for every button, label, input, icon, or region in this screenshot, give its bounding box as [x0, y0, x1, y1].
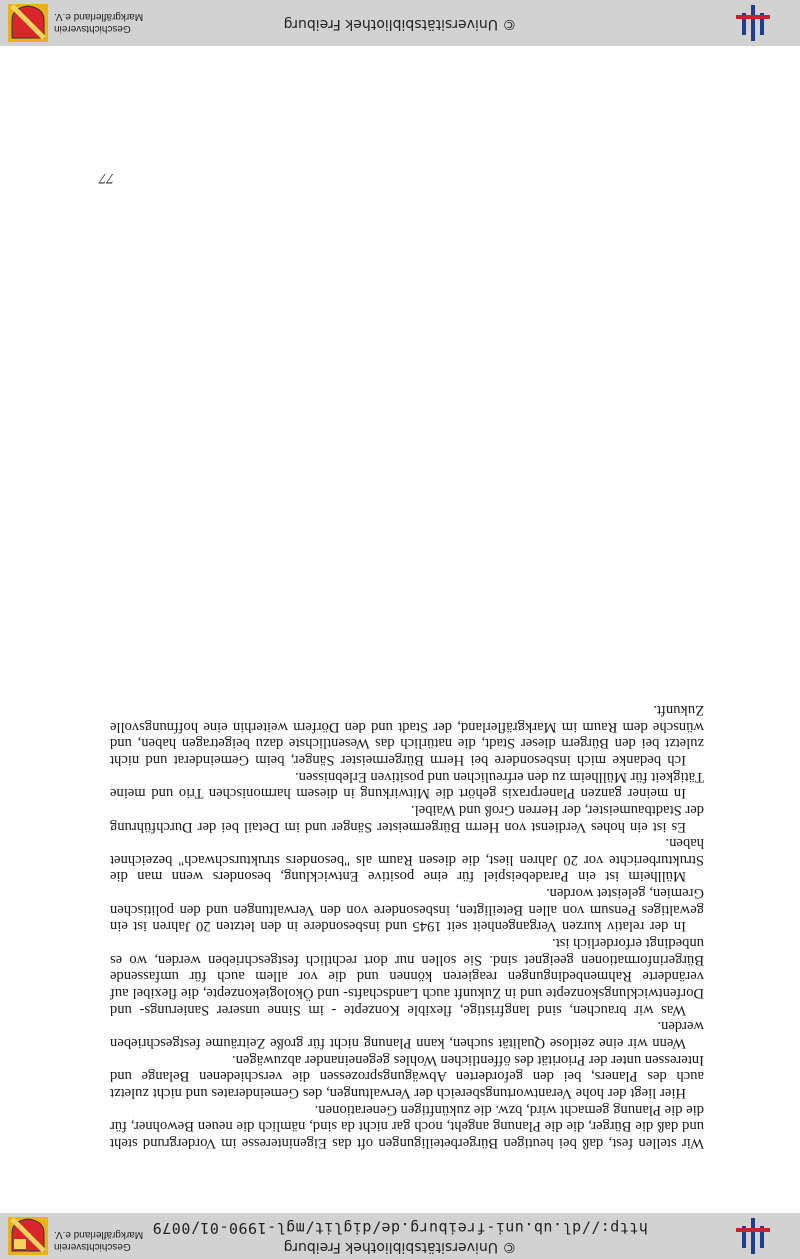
library-credit: © Universitätsbibliothek Freiburg	[283, 1239, 517, 1255]
paragraph: Ich bedanke mich insbesondere bei Herrn Bürgermeister Sänger, beim Gemeinderat und nicht zuletzt bei den Bürgern dieser Stadt, die natürlich das Wesentlichste dazu beigetragen haben, und wünsche dem Raum im Markgräflerland, der Stadt und den Dörfern weiterhin eine hoffnungsvolle Zukunft.	[110, 701, 704, 768]
association-line-2: Markgräflerland e.V.	[54, 11, 144, 22]
paragraph: In meiner ganzen Planerpraxis gehört die Mitwirkung in diesem harmonischen Trio und meine Tätigkeit für Müllheim zu den erfreulichen und positiven Erlebnissen.	[110, 768, 704, 802]
paragraph: Müllheim ist ein Paradebeispiel für eine positive Entwicklung, besonders wenn man die Strukturberichte vor 20 Jahren liest, die diesen Raum als "besonders strukturschwach" bezeichnet haben.	[110, 835, 704, 885]
header-band	[0, 1213, 800, 1259]
coat-of-arms-icon	[8, 4, 48, 42]
document-url[interactable]: http://dl.ub.uni-freiburg.de/diglit/mgl-1990-01/0079	[152, 1219, 648, 1237]
association-line-2: Markgräflerland e.V.	[54, 1229, 144, 1240]
library-credit: © Universitätsbibliothek Freiburg	[283, 16, 517, 32]
association-line-1: Geschichtsverein	[54, 23, 131, 34]
association-name	[54, 1228, 143, 1252]
paragraph: Wenn wir eine zeitlose Qualität suchen, kann Planung nicht für große Zeiträume festgeschrieben werden.	[110, 1018, 704, 1052]
association-line-1: Geschichtsverein	[54, 1241, 131, 1252]
article-body	[110, 701, 704, 1151]
paragraph: Wir stellen fest, daß bei heutigen Bürgerbeteiligungen oft das Eigeninteresse im Vordergrund steht und daß die Bürger, die die Planung angeht, noch gar nicht da sind, nämlich die neuen Bewohner, für die die Planung gemacht wird, bzw. die zukünftigen Generationen.	[110, 1101, 704, 1151]
paragraph: Was wir brauchen, sind langfristige, flexible Konzepte - im Sinne unserer Sanierungs- und Dorfentwicklungskonzepte und in Zukunft auch Landschafts- und Ökologiekonzepte, die flexibel auf veränderte Rahmenbedingungen reagieren können und die vor allem auch für umfassende Bürgerinformationen geeignet sind. Sie sollen nur dort rechtlich festgeschrieben werden, wo es unbedingt erforderlich ist.	[110, 935, 704, 1018]
paragraph: Hier liegt der hohe Verantwortungsbereich der Verwaltungen, des Gemeinderates und nicht zuletzt auch des Planers, bei den geforderten Abwägungsprozessen die verschiedenen Belange und Interessen unter der Priorität des öffentlichen Wohles gegeneinander abzuwägen.	[110, 1051, 704, 1102]
footer-band	[0, 0, 800, 46]
paragraph: Es ist ein hohes Verdienst von Herrn Bürgermeister Sänger und im Detail bei der Durchführung der Stadtbaumeister, der Herren Groß und Waibel.	[110, 801, 704, 835]
page-number: 77	[99, 170, 114, 186]
coat-of-arms-icon	[8, 1217, 48, 1255]
paragraph: In der relativ kurzen Vergangenheit seit 1945 und insbesondere in den letzten 20 Jahren ist ein gewaltiges Pensum von allen Beteiligten, insbesondere von den Verwaltungen und den politischen Gremien, geleistet worden.	[110, 885, 704, 935]
association-name	[54, 10, 143, 34]
